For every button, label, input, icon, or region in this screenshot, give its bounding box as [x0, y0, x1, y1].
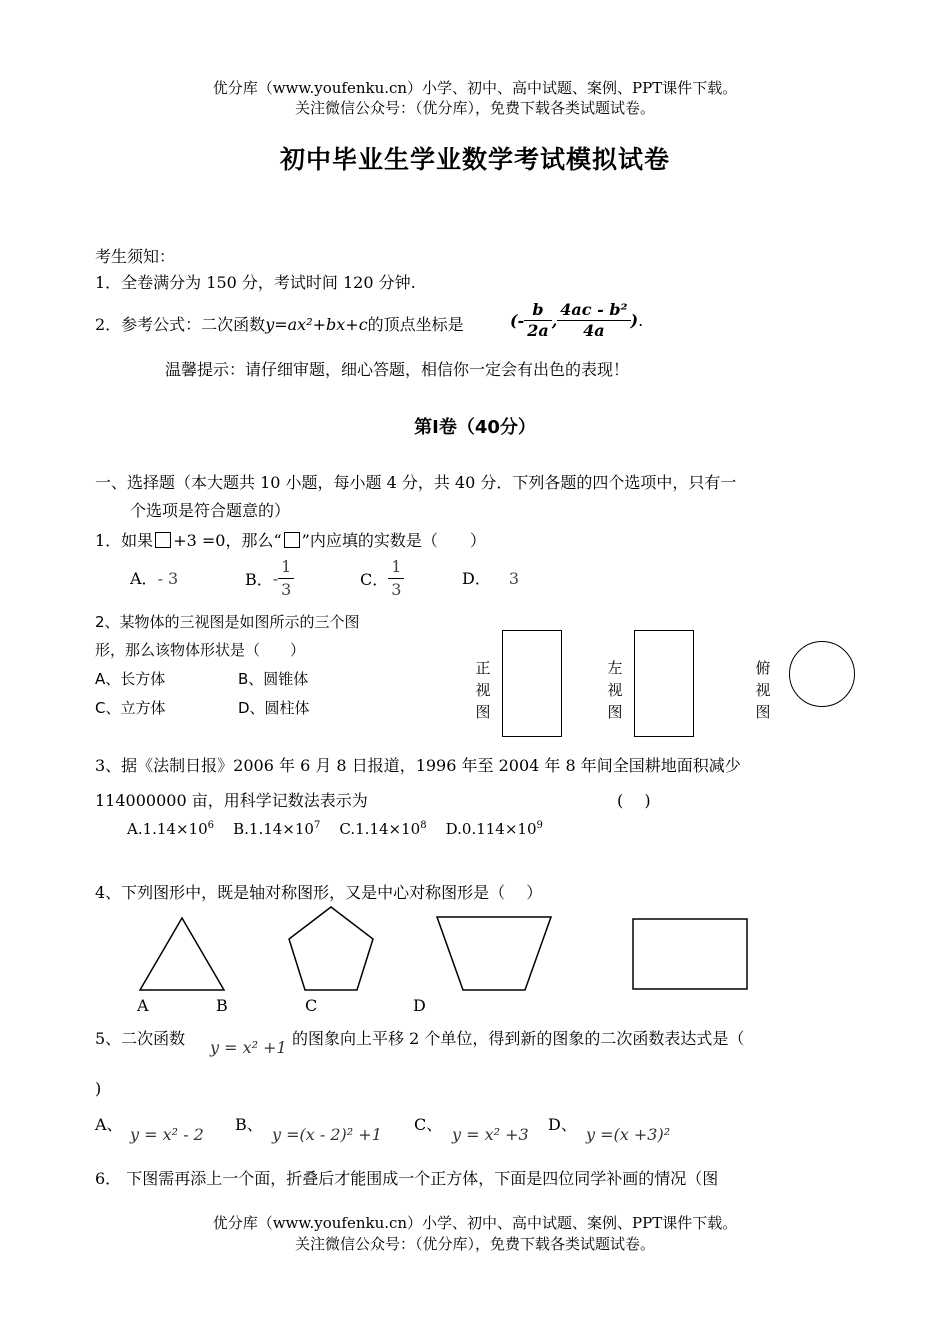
top-view-char: 俯 [755, 659, 771, 677]
formula-open: (- [510, 311, 525, 330]
q3-option-d-base: D.0.114×10 [445, 820, 537, 838]
q1-option-c [360, 556, 404, 601]
left-view-label [606, 657, 624, 723]
formula-close: ) [630, 311, 639, 330]
footer-line-2: 关注微信公众号：（优分库），免费下载各类试题试卷。 [294, 1235, 655, 1253]
front-view-char: 图 [475, 703, 491, 721]
q2-option-d: D、圆柱体 [238, 699, 310, 717]
section-title: 第Ⅰ卷（40分） [414, 417, 536, 438]
front-view-label [474, 657, 492, 723]
quadratic-function: y=ax²+bx+c [265, 315, 368, 334]
notice-item-2-mid: 的顶点坐标是 [367, 315, 464, 334]
q2-line-1: 2、某物体的三视图是如图所示的三个图 [95, 613, 360, 631]
left-view-char: 视 [607, 681, 623, 699]
q3-option-b-exp: 7 [313, 820, 321, 831]
q4-label-a: A [137, 996, 149, 1015]
notice-item-2 [95, 312, 464, 335]
q5-option-c-label: C、 [414, 1115, 443, 1134]
q1-option-b-den: 3 [281, 580, 292, 599]
q5-option-d-label: D、 [548, 1115, 577, 1134]
q1-option-b-sign: - [272, 569, 279, 588]
q5-option-d-expr: y =(x +3)² [586, 1125, 671, 1144]
pentagon-shape [289, 907, 373, 990]
notice-heading: 考生须知： [95, 247, 176, 266]
q1-option-c-den: 3 [391, 580, 402, 599]
q1-option-b [245, 556, 294, 601]
q1-prefix: 1．如果 [95, 531, 154, 550]
formula-comma: , [551, 311, 558, 330]
q5-close-paren: ) [95, 1079, 102, 1098]
page-title: 初中毕业生学业数学考试模拟试卷 [279, 145, 670, 174]
q1-option-b-label: B． [245, 570, 273, 589]
tip-text: 温馨提示：请仔细审题，细心答题，相信你一定会有出色的表现！ [165, 360, 630, 379]
q3-option-d [446, 820, 543, 838]
q1-option-d-value: 3 [508, 569, 520, 588]
part1-intro-line-1: 一、选择题（本大题共 10 小题，每小题 4 分，共 40 分．下列各题的四个选项中，只有一 [95, 473, 737, 492]
q3-line-2: 114000000 亩，用科学记数法表示为 [95, 791, 368, 810]
q2-option-c: C、立方体 [95, 699, 166, 717]
q6-line-1: 6． 下图需再添上一个面，折叠后才能围成一个正方体，下面是四位同学补画的情况（图 [95, 1169, 719, 1188]
front-view-char: 视 [475, 681, 491, 699]
q3-options [127, 820, 543, 838]
notice-item-1: 1．全卷满分为 150 分，考试时间 120 分钟. [95, 273, 416, 292]
left-view-rectangle [634, 630, 694, 737]
q5-option-b-expr: y =(x - 2)² +1 [272, 1125, 382, 1144]
blank-box-icon [155, 532, 171, 548]
triangle-shape [140, 918, 224, 990]
vertex-formula [510, 300, 643, 341]
q3-answer-paren: ( ) [617, 791, 651, 810]
q3-option-c-exp: 8 [420, 820, 427, 831]
q5-option-b-label: B、 [235, 1115, 263, 1134]
top-view-label [754, 657, 772, 723]
q1-option-b-num: 1 [278, 556, 294, 579]
q5-option-a-label: A、 [95, 1115, 123, 1134]
formula-end: . [638, 311, 644, 330]
q4-label-c: C [305, 996, 318, 1015]
formula-4a: 4a [583, 321, 605, 340]
q3-option-c-base: C.1.14×10 [339, 820, 421, 838]
left-view-char: 左 [607, 659, 623, 677]
front-view-char: 正 [475, 659, 491, 677]
q1-option-d [462, 566, 519, 589]
q3-line-1: 3、据《法制日报》2006 年 6 月 8 日报道，1996 年至 2004 年 8 年间全国耕地面积减少 [95, 756, 741, 775]
front-view-rectangle [502, 630, 562, 737]
header-line-1: 优分库（www.youfenku.cn）小学、初中、高中试题、案例、PPT课件下载。 [212, 79, 738, 97]
q1-suffix: ”内应填的实数是（ ） [301, 531, 486, 550]
q1-option-c-label: C． [360, 570, 389, 589]
q2-line-2: 形，那么该物体形状是（ ） [95, 641, 306, 659]
q1-mid: +3 =0，那么“ [173, 531, 282, 550]
q1-option-a-value: - 3 [157, 569, 179, 588]
q3-option-a-base: A.1.14×10 [127, 820, 208, 838]
formula-2a: 2a [527, 321, 549, 340]
q1-option-c-num: 1 [388, 556, 404, 579]
q3-option-a [127, 820, 214, 838]
q1-option-a-label: A． [130, 569, 158, 588]
rectangle-shape [633, 919, 747, 989]
q2-option-b: B、圆锥体 [238, 670, 309, 688]
q2-option-a: A、长方体 [95, 670, 166, 688]
q1-stem [95, 528, 486, 551]
blank-box-icon [284, 532, 300, 548]
q5-prefix: 5、二次函数 [95, 1029, 186, 1048]
q3-option-a-exp: 6 [207, 820, 215, 831]
q4-stem: 4、下列图形中，既是轴对称图形，又是中心对称图形是（ ） [95, 883, 543, 902]
top-view-circle [789, 641, 855, 707]
part1-intro-line-2: 个选项是符合题意的） [130, 501, 291, 520]
q1-option-d-label: D． [462, 569, 491, 588]
top-view-char: 图 [755, 703, 771, 721]
q5-option-a-expr: y = x² - 2 [130, 1125, 204, 1144]
left-view-char: 图 [607, 703, 623, 721]
formula-b: b [524, 300, 552, 321]
q4-label-b: B [216, 996, 228, 1015]
formula-numerator: 4ac - b² [557, 300, 630, 321]
q3-option-d-exp: 9 [536, 820, 543, 831]
notice-item-2-prefix: 2．参考公式：二次函数 [95, 315, 266, 334]
q4-label-d: D [413, 996, 426, 1015]
header-line-2: 关注微信公众号：（优分库），免费下载各类试题试卷。 [294, 99, 655, 117]
footer-line-1: 优分库（www.youfenku.cn）小学、初中、高中试题、案例、PPT课件下载。 [212, 1214, 738, 1232]
q1-option-a [130, 566, 178, 589]
q4-shapes [0, 900, 950, 1010]
trapezoid-shape [437, 917, 551, 990]
top-view-char: 视 [755, 681, 771, 699]
q5-suffix: 的图象向上平移 2 个单位，得到新的图象的二次函数表达式是（ [292, 1029, 745, 1048]
q3-option-b [233, 820, 320, 838]
q5-function: y = x² +1 [210, 1038, 287, 1057]
q5-option-c-expr: y = x² +3 [452, 1125, 529, 1144]
q3-option-c [339, 820, 426, 838]
q3-option-b-base: B.1.14×10 [233, 820, 314, 838]
